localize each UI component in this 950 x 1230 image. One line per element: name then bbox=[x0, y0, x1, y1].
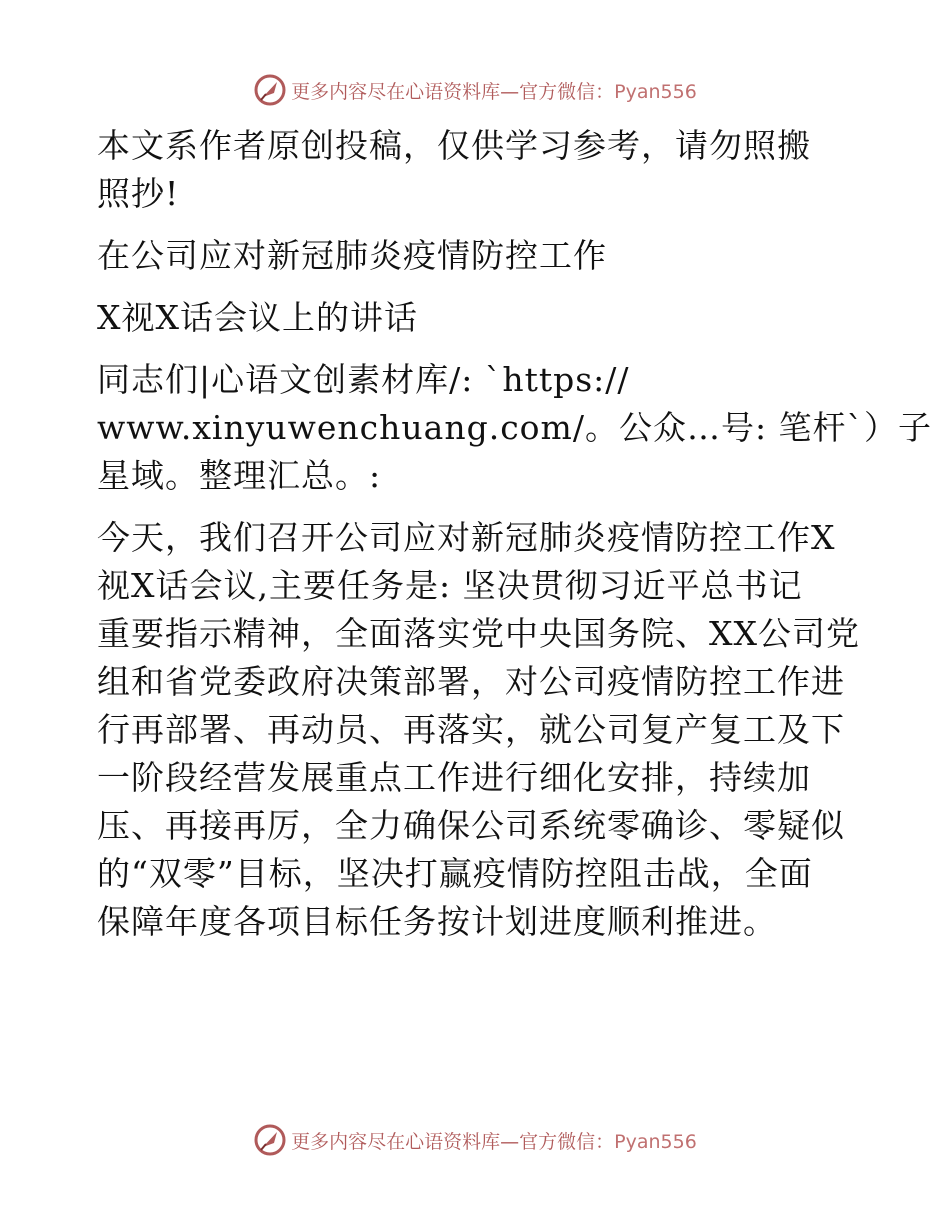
text-line: www.xinyuwenchuang.com/。公众…号: 笔杆`）子 bbox=[97, 408, 933, 447]
wechat-id: Pyan556 bbox=[614, 1130, 697, 1153]
paragraph bbox=[97, 294, 867, 342]
header-watermark bbox=[0, 70, 950, 110]
paragraph bbox=[97, 122, 867, 218]
footer-watermark bbox=[0, 1120, 950, 1160]
text-line: 一阶段经营发展重点工作进行细化安排，持续加 bbox=[97, 758, 811, 797]
text-line: X视X话会议上的讲话 bbox=[97, 298, 418, 337]
paragraph bbox=[97, 514, 867, 946]
text-line: 的“双零”目标，坚决打赢疫情防控阻击战，全面 bbox=[97, 854, 813, 893]
paragraph bbox=[97, 232, 867, 280]
text-line: 星域。整理汇总。: bbox=[97, 456, 382, 495]
text-line: 重要指示精神，全面落实党中央国务院、XX公司党 bbox=[97, 614, 860, 653]
watermark-text: 更多内容尽在心语资料库—官方微信：Pyan556 bbox=[291, 80, 697, 103]
text-line: 视X话会议,主要任务是: 坚决贯彻习近平总书记 bbox=[97, 566, 803, 605]
text-line: 保障年度各项目标任务按计划进度顺利推进。 bbox=[97, 902, 777, 941]
document-body bbox=[97, 122, 933, 960]
paragraph bbox=[97, 356, 933, 500]
wechat-id: Pyan556 bbox=[614, 80, 697, 103]
text-line: 组和省党委政府决策部署，对公司疫情防控工作进 bbox=[97, 662, 845, 701]
text-line: 在公司应对新冠肺炎疫情防控工作 bbox=[97, 236, 607, 275]
watermark-text: 更多内容尽在心语资料库—官方微信：Pyan556 bbox=[291, 1130, 697, 1153]
text-line: 行再部署、再动员、再落实，就公司复产复工及下 bbox=[97, 710, 845, 749]
text-line: 压、再接再厉，全力确保公司系统零确诊、零疑似 bbox=[97, 806, 845, 845]
text-line: 照抄! bbox=[97, 174, 180, 213]
quill-circle-icon bbox=[253, 73, 287, 107]
quill-circle-icon bbox=[253, 1123, 287, 1157]
text-line: 本文系作者原创投稿，仅供学习参考，请勿照搬 bbox=[97, 126, 811, 165]
text-line: 同志们|心语文创素材库/: `https:// bbox=[97, 360, 630, 399]
text-line: 今天，我们召开公司应对新冠肺炎疫情防控工作X bbox=[97, 518, 836, 557]
